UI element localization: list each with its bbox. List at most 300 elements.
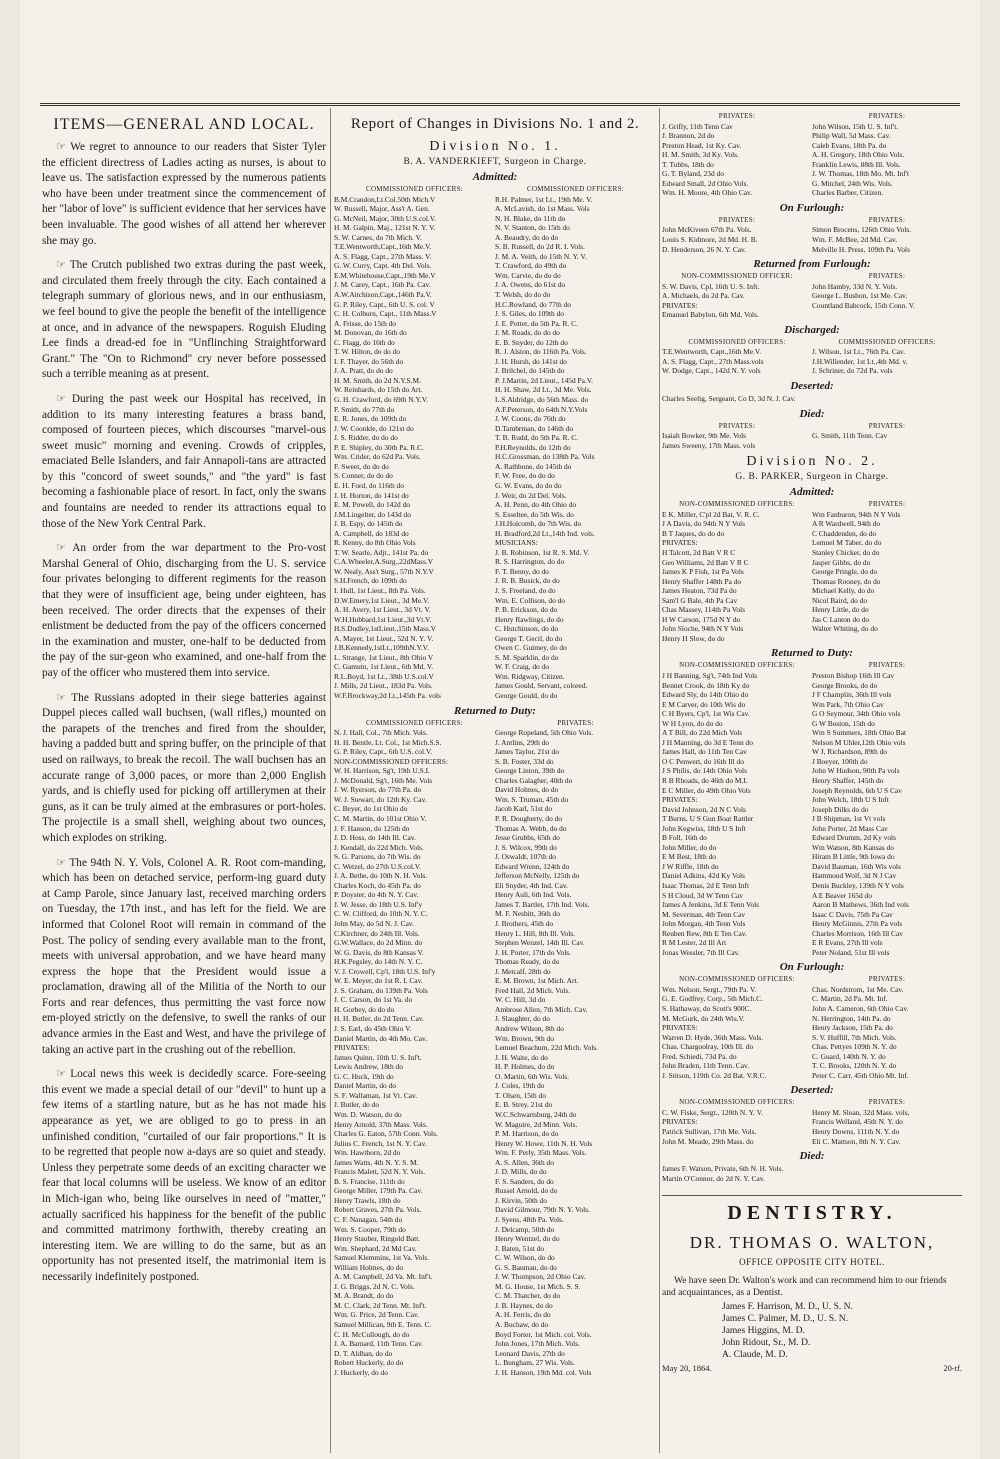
roster-row xyxy=(334,233,656,243)
roster-entry: C. Martin, 2d Pa. Mt. Inf. xyxy=(812,994,888,1004)
roster-entry: W. Reinhards, do 15th do Art. xyxy=(334,385,423,395)
roster-entry: T.E.Wentworth,Capt.,16th Me.V. xyxy=(334,242,432,252)
roster-entry: A. M. Campbell, 2d Va. Mt. Inf't. xyxy=(334,1272,433,1282)
roster-column-header: PRIVATES: xyxy=(868,500,906,509)
roster-row xyxy=(662,291,962,301)
roster-entry: Francis Malett, 52d N. Y. Vols. xyxy=(334,1167,426,1177)
roster-row xyxy=(662,938,962,948)
roster-entry: W. Russell, Major, Ass't A. Gen. xyxy=(334,204,430,214)
roster-entry: M. A. Brandt, do do xyxy=(334,1291,394,1301)
roster-row xyxy=(334,1263,656,1273)
roster-column-header: COMMISSIONED OFFICERS: xyxy=(365,185,464,193)
section-heading: Died: xyxy=(799,407,825,420)
roster-entry: C. Hutchinson, do do xyxy=(495,624,559,634)
roster-entry: James Watts, 4th N. Y. S. M. xyxy=(334,1157,419,1167)
roster-row xyxy=(662,245,962,255)
roster-entry: C. M. Martin, do 101st Ohio V. xyxy=(334,814,427,823)
roster-entry: John M. Meade, 29th Mass. do xyxy=(662,1136,754,1146)
roster-entry: Henry McGinnis, 27th Pa vols xyxy=(812,919,903,929)
roster-line: Charles Seelig, Sergeant, Co D, 3d N. J. Cav. xyxy=(662,394,796,404)
roster-entry: Fred. Schiedi, 73d Pa. do xyxy=(662,1051,737,1061)
roster-entry: Henry H Slow, do do xyxy=(662,633,725,643)
roster-entry: S. B. Foster, 33d do xyxy=(495,756,554,766)
roster-row xyxy=(662,624,962,634)
news-item-text: During the past week our Hospital has received, in addition to its many interesting features a brass band, composed of fourteen pieces, which discourses "marvel-ous sweet music" morning and evening. Crowds of cripples, emaciated Belle Islanders, and fair Annapoli-tans are attracted by this "concord of sweet sounds," and "the yard" is fast becoming a fashionable place of resort. In fact, only the swans and fountains are needed to render its attractions equal to those of the New York Central Park. xyxy=(42,392,326,530)
roster-entry: T. C. Brooks, 120th N. Y. do xyxy=(812,1061,897,1071)
roster-column-header: PRIVATES: xyxy=(557,718,594,727)
roster-entry: R M Lester, 2d Ill Art xyxy=(662,938,727,948)
roster-entry: Edward Drumm, 2d Ky vols xyxy=(812,833,896,843)
roster-entry: M. C. Clark, 2d Tenn. Mt. Inf't. xyxy=(334,1300,427,1310)
roster-row xyxy=(334,214,656,224)
pointing-hand-icon: ☞ xyxy=(56,392,72,405)
roster-entry: R.L.Boyd, 1st Lt., 38th U.S.col.V xyxy=(334,671,434,681)
roster-entry: James Sweeny, 17th Mass. vols xyxy=(662,440,756,450)
roster-entry xyxy=(812,634,962,644)
roster-row xyxy=(334,776,656,786)
roster-row xyxy=(334,500,656,510)
roster-entry: Louis S. Kidmore, 2d Md. H. B. xyxy=(662,235,758,245)
roster-entry: I. Hull, 1st Lieut., 8th Pa. Vols. xyxy=(334,585,426,595)
roster-entry: Jas C Lanton do do xyxy=(812,614,870,624)
roster-entry: D. Henderson, 26 N. Y. Cav. xyxy=(662,244,747,254)
roster-entry: Fred Hall, 2d Mich. Vols. xyxy=(495,985,571,995)
roster-entry: J F Champlin, 36th Ill vols xyxy=(812,690,892,700)
roster-entry: Henry Shaffer 148th Pa do xyxy=(662,576,742,586)
roster-entry: H.S.Dudley,1stLieut.,15th Mass.V xyxy=(334,624,436,634)
roster-entry: F. Smith, do 77th do xyxy=(334,404,395,414)
roster-entry: J. S. Ridder, do do do xyxy=(334,433,398,443)
roster-entry: E. M. Brown, 1st Mich. Art. xyxy=(495,976,579,986)
roster-row xyxy=(662,690,962,700)
roster-row xyxy=(662,871,962,881)
roster-entry: R. S. Harrington, do do xyxy=(495,557,565,567)
roster-column-header: PRIVATES: xyxy=(868,215,906,224)
roster-entry: J. D. Mills, do do xyxy=(495,1167,547,1177)
roster-entry: Charles G. Eaton, 57th Conn. Vols. xyxy=(334,1129,438,1139)
roster-row xyxy=(662,1004,962,1014)
roster-entry: E M Best, 18th do xyxy=(662,852,716,862)
roster-entry: B T Jaques, do do do xyxy=(662,528,725,538)
roster-entry: J. Antlins, 29th do xyxy=(495,737,550,747)
roster-entry: O. Martin, 6th Wis. Vols. xyxy=(495,1071,570,1081)
pointing-hand-icon: ☞ xyxy=(56,141,71,153)
roster-entry: Peter Noland, 51st Ill vols xyxy=(812,947,890,957)
surgeon-line: G. B. PARKER, Surgeon in Charge. xyxy=(735,472,889,483)
roster-entry: W. H. Harrison, Sg't, 19th U.S.I. xyxy=(334,766,430,776)
roster-entry: Henry Downs, 111th N. Y. do xyxy=(812,1127,900,1137)
roster-row xyxy=(334,1005,656,1015)
roster-row xyxy=(334,1301,656,1311)
roster-row xyxy=(662,766,962,776)
roster-entry: A. H. Gregory, 18th Ohio Vols. xyxy=(812,150,905,160)
section-heading: Died: xyxy=(799,1150,825,1163)
roster-row xyxy=(334,1282,656,1292)
ad-date: May 20, 1864. xyxy=(662,1363,712,1374)
roster-entry: G. W. Evans, do do do xyxy=(495,480,562,490)
roster-row xyxy=(334,957,656,967)
roster-row xyxy=(662,852,962,862)
roster-entry: W.F.Brockway,2d Lt.,145th Pa. vols xyxy=(334,690,441,700)
roster-entry: J. H. Horton, do 141st do xyxy=(334,490,409,500)
roster-entry: Chas Massey, 114th Pa Vols xyxy=(662,605,745,615)
news-item-text: The Crutch published two extras during the past week, and circulated them freely through the city. Each contained a telegraph summary of glorious news, and in our enthusiasm, we feel bound to give the people the benefit of the intelligence at once, and in advance of the newspapers. Roguish Eluding Lee finds a dread-ed foe in "Unflinching Straightforward Grant." The "On to Richmond" cry never before possessed such a terrible meaning as at present. xyxy=(42,259,326,381)
roster-table xyxy=(662,661,962,957)
roster-row xyxy=(334,204,656,214)
roster-row xyxy=(334,1186,656,1196)
roster-row xyxy=(334,1234,656,1244)
roster-entry: A.W.Aitchison,Capt.,146th Pa.V. xyxy=(334,290,432,300)
roster-entry: W. Nealy, Ass't Surg., 57th N.Y.V xyxy=(334,566,434,576)
roster-entry: J. Syens, 48th Pa. Vols. xyxy=(495,1214,564,1224)
roster-entry: John Wilson, 15th U. S. Inf't. xyxy=(812,121,899,131)
roster-entry: C Chaddenden, do do xyxy=(812,528,877,538)
roster-entry: S. Conner, do do do xyxy=(334,471,393,481)
roster-row xyxy=(334,1215,656,1225)
roster-row xyxy=(334,948,656,958)
roster-row xyxy=(334,929,656,939)
roster-entry: J.B.Kennedy,1stLt.,109thN.Y.V. xyxy=(334,643,429,653)
roster-entry: Wm. Shephard, 2d Md Cav. xyxy=(334,1243,417,1253)
reference-list xyxy=(722,1301,962,1361)
roster-column-header: PRIVATES: xyxy=(868,421,906,430)
dentist-recommendation: We have seen Dr. Walton's work and can recommend him to our friends and acquaintances, as a Dentist. xyxy=(662,1276,947,1299)
roster-row xyxy=(334,1024,656,1034)
roster-row xyxy=(334,938,656,948)
ad-dateline xyxy=(662,1363,962,1373)
roster-entry: S H Cloud, 3d W Tenn Cav xyxy=(662,890,743,900)
roster-entry: John Welch, 18th U S Inft xyxy=(812,795,889,805)
roster-entry: Leonard Davis, 27th do xyxy=(495,1348,565,1358)
roster-entry: MUSICIANS: xyxy=(495,538,538,548)
roster-entry: J S Philis, do 14th Ohio Vols xyxy=(662,766,747,776)
roster-row xyxy=(662,510,962,520)
news-item xyxy=(42,140,326,249)
section-heading: On Furlough: xyxy=(779,961,845,974)
roster-row xyxy=(334,738,656,748)
roster-row xyxy=(662,786,962,796)
roster-entry: J. M. A. Veith, do 15th N. Y. V. xyxy=(495,251,587,261)
roster-entry: D.W.Emery,1st Lieut., 3d Me.V. xyxy=(334,595,430,605)
roster-row xyxy=(334,1358,656,1368)
roster-entry: Nicol Baird, do do xyxy=(812,595,868,605)
roster-entry: Ambrose Allen, 7th Mich. Cav. xyxy=(495,1004,588,1014)
roster-entry: George Linton, 39th do xyxy=(495,766,565,776)
roster-entry: George Brooks, do do xyxy=(812,680,878,690)
roster-entry: James Heaton, 73d Pa do xyxy=(662,586,737,596)
news-item xyxy=(42,691,326,847)
roster-entry: F. T. Benny, do do xyxy=(495,566,549,576)
roster-entry: E. B. Strey, 21st do xyxy=(495,1100,553,1110)
roster-row xyxy=(662,558,962,568)
roster-entry: G. C. Huck, 19th do xyxy=(334,1071,394,1081)
roster-row xyxy=(662,1061,962,1071)
roster-entry: P. E. Shipley, do 30th Pa. R.C. xyxy=(334,442,424,452)
roster-entry: Walter Whiting, do do xyxy=(812,624,878,634)
roster-row xyxy=(334,1148,656,1158)
report-title: Report of Changes in Divisions No. 1 and 2. xyxy=(350,116,640,132)
roster-row xyxy=(662,843,962,853)
roster-entry: Henry Auli, 6th Ind. Vols. xyxy=(495,890,572,900)
roster-entry: G. T. Byland, 23d do xyxy=(662,169,724,179)
pointing-hand-icon: ☞ xyxy=(56,1068,71,1081)
roster-row xyxy=(334,1120,656,1130)
roster-entry: Wm. Hawthorn, 2d do xyxy=(334,1148,401,1158)
roster-entry: C. Gamutn, 1st Lieut., 6th Md. V. xyxy=(334,662,434,672)
roster-entry: J. E. Potter, do 5th Pa. R. C. xyxy=(495,318,578,328)
roster-entry: John Porter, 2d Mass Cav xyxy=(812,823,888,833)
roster-entry: John McKiveen 67th Pa. Vols. xyxy=(662,225,752,235)
roster-entry: R. Kenny, do 8th Ohio Vols xyxy=(334,538,416,548)
roster-entry: Wm Park, 7th Ohio Cav xyxy=(812,699,884,709)
roster-row xyxy=(662,301,962,311)
roster-entry: J. A. Pratt, do do do xyxy=(334,366,393,376)
roster-entry: N. Herrington, 14th Pa. do xyxy=(812,1013,891,1023)
roster-entry: W. F. Craig, do do xyxy=(495,662,549,672)
roster-row xyxy=(334,319,656,329)
roster-row xyxy=(334,338,656,348)
dentistry-heading: DENTISTRY. xyxy=(662,1195,962,1225)
roster-row xyxy=(662,605,962,615)
roster-entry: S. B. Russell, do 2d R. I. Vols. xyxy=(495,242,585,252)
roster-entry: A. Campbell, do 183d do xyxy=(334,528,409,538)
roster-entry: J.H.Holcomb, do 7th Wis. do xyxy=(495,519,582,529)
roster-entry: H. M. Galpin, Maj., 121st N. Y. V. xyxy=(334,223,436,233)
roster-entry: Lemuel Beachum, 22d Mich. Vols. xyxy=(495,1043,598,1053)
roster-row xyxy=(334,1158,656,1168)
roster-column-headers xyxy=(662,216,962,226)
roster-entry: Wm. G. Price, 2d Tenn. Cav. xyxy=(334,1310,420,1320)
roster-row xyxy=(334,261,656,271)
roster-entry: Jacob Karl, 51st do xyxy=(495,804,553,814)
roster-entry: C.Kirchner, do 24th Ill. Vols. xyxy=(334,928,420,938)
roster-entry: Emanuel Babylon, 6th Md. Vols. xyxy=(662,310,759,320)
roster-entry: G. McNeil, Major, 30th U.S.col.V. xyxy=(334,213,437,223)
roster-row xyxy=(662,738,962,748)
roster-row xyxy=(662,179,962,189)
roster-entry: P. J.Martin, 2d Lieut., 145d Pa.V. xyxy=(495,375,593,385)
roster-column-header: PRIVATES: xyxy=(718,215,756,224)
roster-entry: H. M. Smith, do 2d N.Y.S.M. xyxy=(334,375,421,385)
roster-entry: F. S. Sanders, do do xyxy=(495,1176,554,1186)
roster-entry: H. H. Bentle, Lt. Col., 1st Mich.S.S. xyxy=(334,737,442,747)
roster-entry: A. McLavish, do 1st Mass. Vols xyxy=(495,204,590,214)
roster-entry: D. T. Aldhan, do do xyxy=(334,1348,393,1358)
roster-row xyxy=(334,376,656,386)
roster-row xyxy=(334,653,656,663)
roster-entry: Wm. H. Moore, 4th Ohio Cav. xyxy=(662,188,753,198)
roster-row xyxy=(334,1339,656,1349)
roster-row xyxy=(662,431,962,441)
roster-entry: J. Metcalf, 28th do xyxy=(495,966,551,976)
roster-row xyxy=(334,433,656,443)
roster-entry: J. Kirvin, 50th do xyxy=(495,1195,547,1205)
roster-entry: Warren D. Hyde, 36th Mass. Vols. xyxy=(662,1032,764,1042)
roster-entry: B. S. Francise, 111th do xyxy=(334,1176,405,1186)
roster-row xyxy=(334,195,656,205)
roster-entry: Henry Little, do do xyxy=(812,605,869,615)
roster-entry: V. J. Crowell, Cp'l, 18th U.S. Inf'y xyxy=(334,966,436,976)
roster-entry: J. S. Earl, do 45th Ohio V. xyxy=(334,1024,412,1034)
roster-entry: James Gould, Servant, colored. xyxy=(495,681,588,691)
roster-entry: H.K.Pegsley, do 14th N. Y. C. xyxy=(334,957,423,967)
roster-entry: L.S.Aldridge, do 56th Mass. do xyxy=(495,395,589,405)
roster-entry: Wm. Crider, do 62d Pa. Vols. xyxy=(334,452,421,462)
roster-row xyxy=(662,615,962,625)
roster-entry: B.M.Crandon,Lt.Col.50th Mich.V xyxy=(334,194,436,204)
roster-entry: M. Donovan, do 16th do xyxy=(334,328,407,338)
roster-entry: PRIVATES: xyxy=(662,538,698,548)
roster-row xyxy=(662,900,962,910)
reference: James Higgins, M. D. xyxy=(722,1326,805,1337)
roster-table xyxy=(662,112,962,198)
roster-entry: O C Penwert, do 16th Ill do xyxy=(662,756,744,766)
roster-row xyxy=(662,441,962,451)
roster-entry: Wm Fanburon, 94th N Y Vols xyxy=(812,509,901,519)
roster-entry: W. Maguire, 2d Minn. Vols. xyxy=(495,1119,578,1129)
roster-entry: W J, Richardson, 89th do xyxy=(812,747,887,757)
roster-table xyxy=(334,719,656,1378)
roster-row xyxy=(334,862,656,872)
roster-entry: Reuben Rew, 8th E Ten Cav. xyxy=(662,928,747,938)
roster-entry: J. Stitson, 119th Co. 2d Bat. V.R.C. xyxy=(662,1070,767,1080)
roster-entry: Samuel Millican, 9th E. Tenn. C. xyxy=(334,1319,432,1329)
roster-entry xyxy=(812,310,962,320)
roster-row xyxy=(334,300,656,310)
roster-row xyxy=(662,948,962,958)
roster-row xyxy=(334,1253,656,1263)
roster-column-header: PRIVATES: xyxy=(868,661,906,670)
roster-row xyxy=(334,414,656,424)
roster-entry: Isaac C Davis, 75th Pa Cav xyxy=(812,909,893,919)
reference: James F. Harrison, M. D., U. S. N. xyxy=(722,1302,853,1313)
roster-row xyxy=(334,242,656,252)
roster-entry: John A. Cameron, 6th Ohio Cav. xyxy=(812,1004,909,1014)
roster-entry: S. F. Wallaman, 1st Vt. Cav. xyxy=(334,1090,418,1100)
roster-entry: Francis Welland, 45th N. Y. do xyxy=(812,1117,903,1127)
roster-row xyxy=(334,519,656,529)
pointing-hand-icon: ☞ xyxy=(56,542,73,555)
roster-entry: John Morgan, 4th Tenn Vols xyxy=(662,919,746,929)
roster-row xyxy=(334,366,656,376)
roster-entry: George L. Bushon, 1st Me. Cav. xyxy=(812,291,908,301)
roster-row xyxy=(334,1110,656,1120)
roster-entry: W. G. Davis, do 8th Kansas V. xyxy=(334,947,424,957)
roster-row xyxy=(334,510,656,520)
roster-entry: Joseph Reynolds, 6th U S Cav xyxy=(812,785,902,795)
roster-entry: Owen C. Guimey, do do xyxy=(495,643,567,653)
roster-row xyxy=(662,225,962,235)
roster-table xyxy=(662,975,962,1080)
roster-row xyxy=(662,188,962,198)
roster-row xyxy=(662,141,962,151)
roster-row xyxy=(334,596,656,606)
roster-row xyxy=(334,681,656,691)
roster-row xyxy=(662,833,962,843)
roster-entry: Wm S Summers, 18th Ohio Bat xyxy=(812,728,907,738)
roster-entry: PRIVATES: xyxy=(662,1023,698,1033)
roster-row xyxy=(334,1129,656,1139)
roster-entry: A. Frisse, do 15th do xyxy=(334,318,397,328)
roster-table xyxy=(662,422,962,451)
roster-entry: J. G. Briggs, 2d N. C. Vols. xyxy=(334,1281,415,1291)
roster-entry: E. H. Ford, do 116th do xyxy=(334,480,404,490)
roster-row xyxy=(334,1072,656,1082)
roster-entry: C. Guard, 140th N. Y. do xyxy=(812,1051,886,1061)
news-item xyxy=(42,392,326,532)
roster-entry: Daniel Martin, do 4th Mo. Cav. xyxy=(334,1033,428,1043)
roster-entry: J. W. Ryerson, do 77th Pa. do xyxy=(334,785,422,795)
roster-entry: M. F. Nesbitt, 36th do xyxy=(495,909,560,919)
roster-entry: B Foll, 16th do xyxy=(662,833,707,843)
roster-entry: N. H. Blake, do 11th do xyxy=(495,213,566,223)
roster-entry: Eli Snyder, 4th Ind. Cav. xyxy=(495,880,568,890)
roster-entry: J. M. Roads, do do do xyxy=(495,328,560,338)
roster-entry: J. H. Porter, 17th do Vols. xyxy=(495,947,572,957)
section-heading: Deserted: xyxy=(790,1084,834,1097)
roster-entry: E R Evans, 27th Ill vols xyxy=(812,938,883,948)
roster-entry: Wm. F. Perly, 35th Mass. Vols. xyxy=(495,1148,587,1158)
roster-entry: J. H. Waite, do do xyxy=(495,1052,548,1062)
roster-entry: J. R. B. Busick, do do xyxy=(495,576,560,586)
roster-entry: Caleb Evans, 18th Pa. do xyxy=(812,140,887,150)
roster-row xyxy=(334,728,656,738)
roster-column-headers xyxy=(662,661,962,671)
roster-row xyxy=(662,795,962,805)
roster-entry: Chas. Nordstrom, 1st Me. Cav. xyxy=(812,984,904,994)
section-heading: Discharged: xyxy=(784,323,840,336)
roster-entry: G O Seymour, 34th Ohio vols xyxy=(812,709,901,719)
roster-entry: David Holmes, do do xyxy=(495,785,559,795)
roster-entry: F. W. Free, do do do xyxy=(495,471,555,481)
roster-entry: J. W. Coonkle, do 121st do xyxy=(334,423,414,433)
roster-row xyxy=(334,1100,656,1110)
roster-entry: George Miller, 179th Pa. Cav. xyxy=(334,1186,423,1196)
roster-entry: Denis Buckley, 139th N Y vols xyxy=(812,881,904,890)
roster-row xyxy=(662,567,962,577)
roster-entry: A. S. Allen, 36th do xyxy=(495,1157,554,1167)
roster-row xyxy=(334,347,656,357)
roster-entry: Henry W. Howe, 11th N. H. Vols xyxy=(495,1138,593,1148)
roster-entry: S. Esseltee, do 5th Wis. do xyxy=(495,509,574,519)
roster-row xyxy=(334,1368,656,1378)
roster-row xyxy=(334,424,656,434)
header-rule xyxy=(40,103,960,106)
roster-column-headers xyxy=(662,112,962,122)
roster-entry: E. M. Powell, do 142d do xyxy=(334,500,410,510)
roster-entry: J. S. Giles, do 109th do xyxy=(495,309,564,319)
roster-table xyxy=(662,216,962,254)
roster-row xyxy=(662,719,962,729)
roster-entry: Boyd Forter, 1st Mich. col. Vols. xyxy=(495,1329,592,1339)
roster-entry: J. Grifly, 11th Tenn Cav xyxy=(662,121,733,131)
roster-row xyxy=(334,843,656,853)
roster-entry: Stephen Wenzel, 14th Ill. Cav. xyxy=(495,938,585,948)
roster-row xyxy=(334,900,656,910)
roster-row xyxy=(662,1137,962,1147)
roster-entry: John Jones, 17th Mich. Vols. xyxy=(495,1339,580,1349)
roster-table xyxy=(662,272,962,320)
roster-row xyxy=(662,881,962,891)
roster-entry: E K. Miller, C'pl 2d Bat, V. R. C. xyxy=(662,509,760,519)
roster-entry: N. J. Hall, Col., 7th Mich. Vols. xyxy=(334,728,428,738)
roster-entry: Aaron B Mathews, 36th Ind vols xyxy=(812,900,909,910)
roster-row xyxy=(334,766,656,776)
roster-entry: J. Brannon, 2d do xyxy=(662,131,715,141)
roster-entry: PRIVATES: xyxy=(662,1117,698,1127)
roster-entry: J. Wilson, 1st Lt., 76th Pa. Cav. xyxy=(812,347,906,357)
roster-row xyxy=(334,395,656,405)
